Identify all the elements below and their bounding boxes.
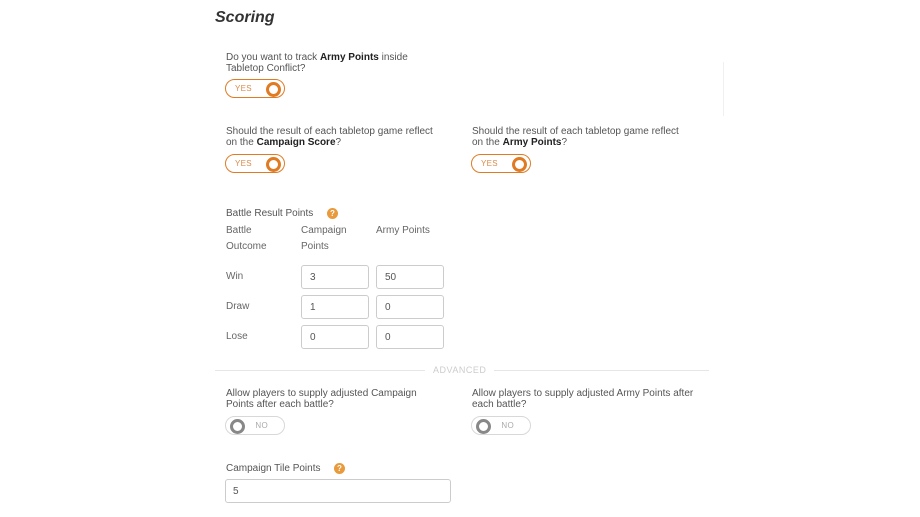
advanced-label: ADVANCED (425, 365, 494, 375)
adjust-campaign-question: Allow players to supply adjusted Campaign Points after each battle? (226, 388, 417, 410)
battle-result-help-icon[interactable]: ? (327, 208, 338, 219)
toggle-knob (266, 157, 281, 172)
toggle-label: NO (255, 421, 268, 430)
lose-campaign-points-input[interactable] (301, 325, 369, 349)
toggle-knob (230, 419, 245, 434)
col-header-army: Army Points (376, 225, 430, 236)
toggle-knob (512, 157, 527, 172)
panel-edge-divider (723, 62, 724, 116)
toggle-label: YES (235, 84, 252, 93)
reflect-campaign-bold: Campaign Score (256, 137, 336, 148)
track-army-points-toggle[interactable] (225, 79, 285, 98)
toggle-label: YES (481, 159, 498, 168)
win-army-points-input[interactable] (376, 265, 444, 289)
reflect-army-bold: Army Points (502, 137, 562, 148)
reflect-campaign-question: Should the result of each tabletop game reflect on the Campaign Score? (226, 126, 433, 148)
reflect-army-toggle[interactable] (471, 154, 531, 173)
adjust-army-toggle[interactable] (471, 416, 531, 435)
toggle-label: NO (501, 421, 514, 430)
reflect-army-question: Should the result of each tabletop game reflect on the Army Points? (472, 126, 679, 148)
adjust-army-question: Allow players to supply adjusted Army Points after each battle? (472, 388, 694, 410)
toggle-label: YES (235, 159, 252, 168)
lose-army-points-input[interactable] (376, 325, 444, 349)
track-army-points-question: Do you want to track Army Points inside Tabletop Conflict? (226, 52, 408, 74)
campaign-tile-points-label: Campaign Tile Points (226, 463, 321, 474)
campaign-tile-points-input[interactable] (225, 479, 451, 503)
row-label-draw: Draw (226, 301, 250, 312)
toggle-knob (266, 82, 281, 97)
col-header-outcome: Battle Outcome (226, 225, 267, 252)
draw-campaign-points-input[interactable] (301, 295, 369, 319)
row-label-win: Win (226, 271, 244, 282)
section-title: Scoring (215, 9, 275, 26)
col-header-campaign: Campaign Points (301, 225, 347, 252)
track-army-points-bold: Army Points (319, 52, 379, 63)
reflect-campaign-toggle[interactable] (225, 154, 285, 173)
adjust-campaign-toggle[interactable] (225, 416, 285, 435)
toggle-knob (476, 419, 491, 434)
win-campaign-points-input[interactable] (301, 265, 369, 289)
draw-army-points-input[interactable] (376, 295, 444, 319)
row-label-lose: Lose (226, 331, 248, 342)
battle-result-points-label: Battle Result Points (226, 208, 314, 219)
campaign-tile-help-icon[interactable]: ? (334, 463, 345, 474)
